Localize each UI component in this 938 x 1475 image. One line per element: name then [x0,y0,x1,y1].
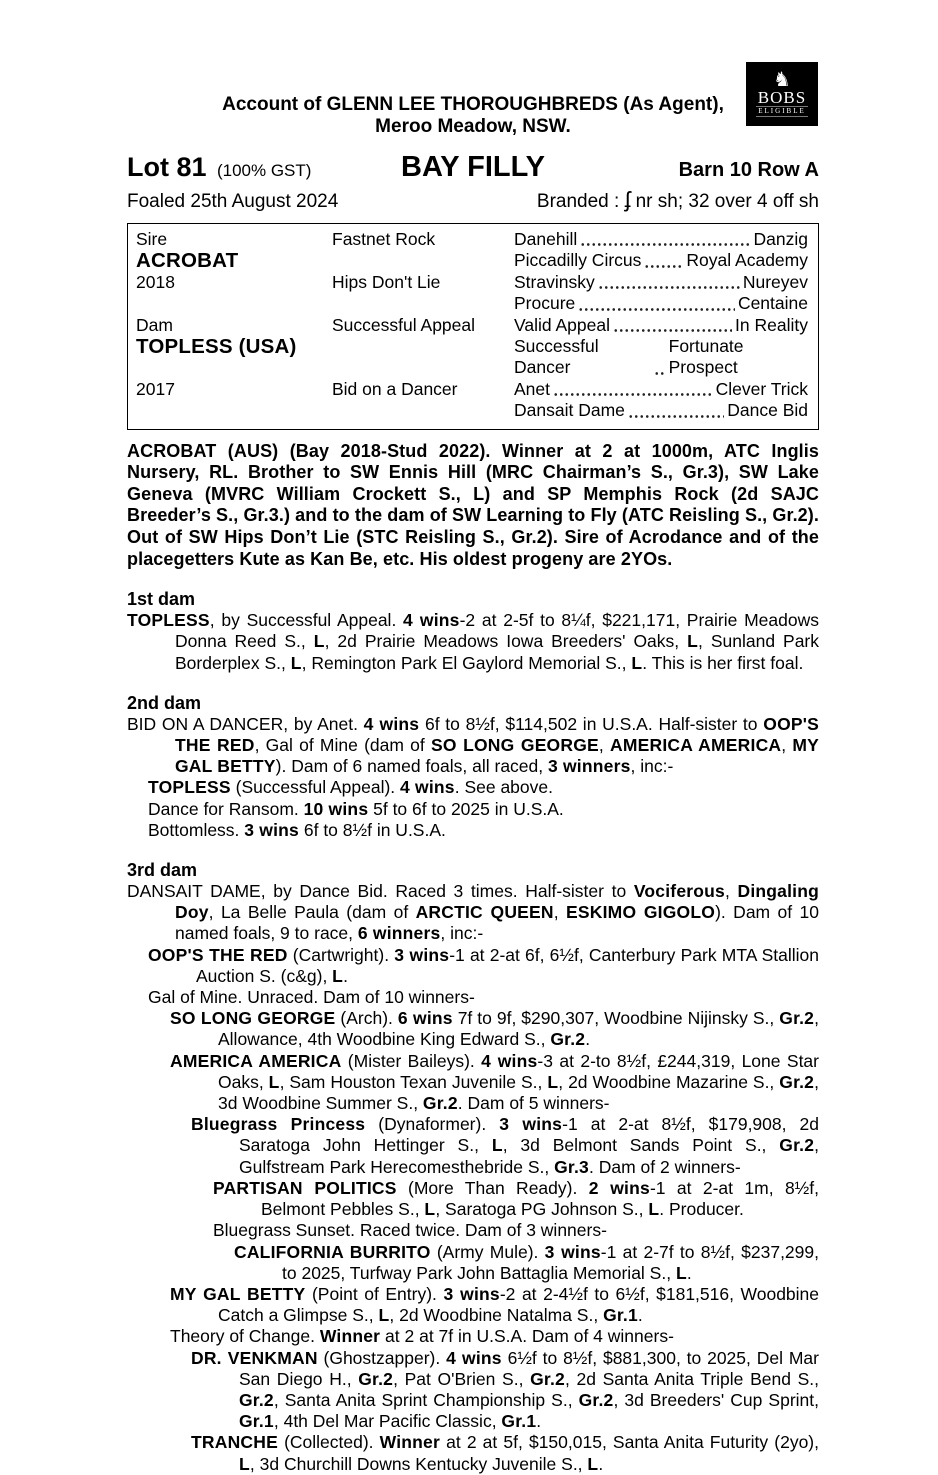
leader-dots [644,264,683,269]
sire-year: 2018 [136,271,175,292]
bobs-eligible-logo [746,62,818,126]
grandsire-name: Piccadilly Circus [514,250,642,271]
ancestor-line [514,379,808,400]
third-dam-section [127,859,819,1475]
ancestor-name: Successful Dancer [514,336,599,378]
leader-dots [553,392,713,397]
branded-info [537,187,819,213]
pedigree-table [127,223,819,430]
leader-dots [578,307,735,312]
entry-partisan-politics: PARTISAN POLITICS (More Than Ready). 2 wins-1 at 2-at 1m, 8½f, Belmont Pebbles S., L, Saratoga PG Johnson S., L. Producer. [213,1177,819,1220]
brand-mark-glyph: ʄ [624,187,631,212]
empty-cell [332,400,514,421]
great-grandsire-name: Royal Academy [686,250,808,271]
entry-bluegrass-sunset: Bluegrass Sunset. Raced twice. Dam of 3 winners- [213,1220,607,1241]
entry-dance-for-ransom: Dance for Ransom. 10 wins 5f to 6f to 2025 in U.S.A. [148,798,564,819]
ancestor-line [514,272,808,293]
leader-dots [628,414,724,419]
ancestor-name: Dance Bid [727,400,808,421]
entry-so-long-george: SO LONG GEORGE (Arch). 6 wins 7f to 9f, $290,307, Woodbine Nijinsky S., Gr.2, Allowance, 4th Woodbine King Edward S., Gr.2. [170,1008,819,1050]
ancestor-name: Dansait Dame [514,400,625,421]
horse-head-icon: ♞ [773,69,791,91]
pedigree-row [136,400,808,421]
sire-name: ACROBAT [136,249,239,273]
pedigree-row [136,229,808,250]
dam-label: Dam [136,314,173,335]
sire-parent-2: Hips Don't Lie [332,271,441,292]
branded-label: Branded : [536,191,625,212]
ancestor-name: In Reality [735,314,808,335]
entry-dansait-dame: DANSAIT DAME, by Dance Bid. Raced 3 times. Half-sister to Vociferous, Dingaling Doy, La Belle Paula (dam of ARCTIC QUEEN, ESKIMO GIGOLO). Dam of 10 named foals, 9 to race, 6 winners, inc:- [127,881,819,944]
entry-bid-on-a-dancer: BID ON A DANCER, by Anet. 4 wins 6f to 8½f, $114,502 in U.S.A. Half-sister to OOP'S THE RED, Gal of Mine (dam of SO LONG GEORGE, AMERICA AMERICA, MY GAL BETTY). Dam of 6 named foals, all raced, 3 winners, inc:- [127,713,819,777]
sire-label: Sire [136,229,168,249]
ancestor-line [514,293,808,314]
ancestor-line [514,336,808,379]
pedigree-row [136,315,808,336]
granddam-sire-name: Valid Appeal [514,314,611,335]
heading-2nd-dam: 2nd dam [127,692,202,713]
ancestor-line [514,229,808,250]
ancestor-name: Clever Trick [715,378,808,399]
pedigree-row [136,272,808,293]
bobs-logo-eligible: ELIGIBLE [758,107,806,115]
leader-dots [598,285,740,290]
ancestor-line [514,400,808,421]
lot-header-row [127,151,819,184]
ancestor-name: Anet [514,378,550,399]
entry-gal-of-mine: Gal of Mine. Unraced. Dam of 10 winners- [148,987,475,1008]
dam-name: TOPLESS (USA) [136,335,297,359]
empty-cell [332,293,514,314]
sire-summary-paragraph: ACROBAT (AUS) (Bay 2018-Stud 2022). Winner at 2 at 1000m, ATC Inglis Nursery, RL. Brother to SW Ennis Hill (MRC Chairman’s S., Gr.3), SW Lake Geneva (MVRC William Crockett S., L) and SP Memphis Rock (2d SAJC Breeder’s S., Gr.3.) and to the dam of SW Learning to Fly (ATC Reisling S., Gr.2). Out of SW Hips Don’t Lie (STC Reisling S., Gr.2). Sire of Acrodance and of the placegetters Kute as Kan Be, etc. His oldest progeny are 2YOs. [127,440,819,569]
account-line-2: Meroo Meadow, NSW. [375,116,571,137]
entry-america-america: AMERICA AMERICA (Mister Baileys). 4 wins-3 at 2-to 8½f, £244,319, Lone Star Oaks, L, Sam Houston Texan Juvenile S., L, 2d Woodbine Mazarine S., Gr.2, 3d Woodbine Summer S., Gr.2. Dam of 5 winners- [170,1050,819,1114]
grandsire-name: Procure [514,293,576,314]
entry-bottomless: Bottomless. 3 wins 6f to 8½f in U.S.A. [148,819,446,840]
pedigree-row [136,293,808,314]
second-dam-section [127,692,819,841]
bobs-logo-word: BOBS [757,88,807,107]
leader-dots [654,371,666,376]
lot-number-group [127,152,401,183]
entry-my-gal-betty: MY GAL BETTY (Point of Entry). 3 wins-2 at 2-4½f to 6½f, $181,516, Woodbine Catch a Glimpse S., L, 2d Woodbine Natalma S., Gr.1. [170,1283,820,1326]
lot-number: Lot 81 [127,152,207,182]
leader-dots [580,242,750,247]
gst-note: (100% GST) [216,161,312,180]
empty-cell [332,250,514,271]
dam-parent-2: Bid on a Dancer [332,378,458,399]
ancestor-line [514,315,808,336]
dam-year: 2017 [136,378,175,399]
empty-cell [136,400,332,421]
great-grandsire-name: Danzig [753,229,808,249]
first-dam-section [127,588,819,674]
empty-cell [136,293,332,314]
entry-oops-the-red: OOP'S THE RED (Cartwright). 3 wins-1 at 2-at 6f, 6½f, Canterbury Park MTA Stallion Auction S. (c&g), L. [148,944,819,986]
branded-detail: nr sh; 32 over 4 off sh [630,191,819,212]
horse-description-title: BAY FILLY [401,151,545,183]
entry-topless-main: TOPLESS, by Successful Appeal. 4 wins-2 at 2-5f to 8¼f, $221,171, Prairie Meadows Donna Reed S., L, 2d Prairie Meadows Iowa Breeders' Oaks, L, Sunland Park Borderplex S., L, Remington Park El Gaylord Memorial S., L. This is her first foal. [127,610,820,673]
pedigree-row [136,250,808,271]
entry-dr-venkman: DR. VENKMAN (Ghostzapper). 4 wins 6½f to 8½f, $881,300, to 2025, Del Mar San Diego H., Gr.2, Pat O'Brien S., Gr.2, 2d Santa Anita Triple Bend S., Gr.2, Santa Anita Sprint Championship S., Gr.2, 3d Breeders' Cup Sprint, Gr.1, 4th Del Mar Pacific Classic, Gr.1. [191,1347,820,1432]
entry-topless: TOPLESS (Successful Appeal). 4 wins. See above. [148,777,553,798]
foaled-date: Foaled 25th August 2024 [127,191,339,212]
grandsire-name: Danehill [514,229,578,249]
ancestor-name: Fortunate Prospect [668,336,744,378]
great-grandsire-name: Nureyev [742,271,808,292]
barn-location: Barn 10 Row A [678,159,819,181]
entry-california-burrito: CALIFORNIA BURRITO (Army Mule). 3 wins-1 at 2-7f to 8½f, $237,299, to 2025, Turfway Park John Battaglia Memorial S., L. [234,1241,819,1283]
pedigree-row [136,336,808,379]
empty-cell [332,336,514,379]
heading-1st-dam: 1st dam [127,589,196,610]
grandsire-name: Stravinsky [514,271,595,292]
sire-parent-1: Fastnet Rock [332,229,436,249]
heading-3rd-dam: 3rd dam [127,860,198,881]
leader-dots [613,328,732,333]
dam-parent-1: Successful Appeal [332,314,476,335]
entry-bluegrass-princess: Bluegrass Princess (Dynaformer). 3 wins-1 at 2-at 8½f, $179,908, 2d Saratoga John Hettinger S., L, 3d Belmont Sands Point S., Gr.2, Gulfstream Park Herecomesthebride S., Gr.3. Dam of 2 winners- [191,1114,820,1177]
catalogue-page [127,0,819,1475]
great-grandsire-name: Centaine [737,293,808,314]
account-line-1: Account of GLENN LEE THOROUGHBREDS (As Agent), [222,94,724,115]
entry-theory-of-change: Theory of Change. Winner at 2 at 7f in U.S.A. Dam of 4 winners- [170,1326,674,1347]
entry-tranche: TRANCHE (Collected). Winner at 2 at 5f, $150,015, Santa Anita Futurity (2yo), L, 3d Churchill Downs Kentucky Juvenile S., L. [191,1432,819,1474]
foaled-branded-row [127,187,819,213]
ancestor-line [514,250,808,271]
pedigree-row [136,379,808,400]
